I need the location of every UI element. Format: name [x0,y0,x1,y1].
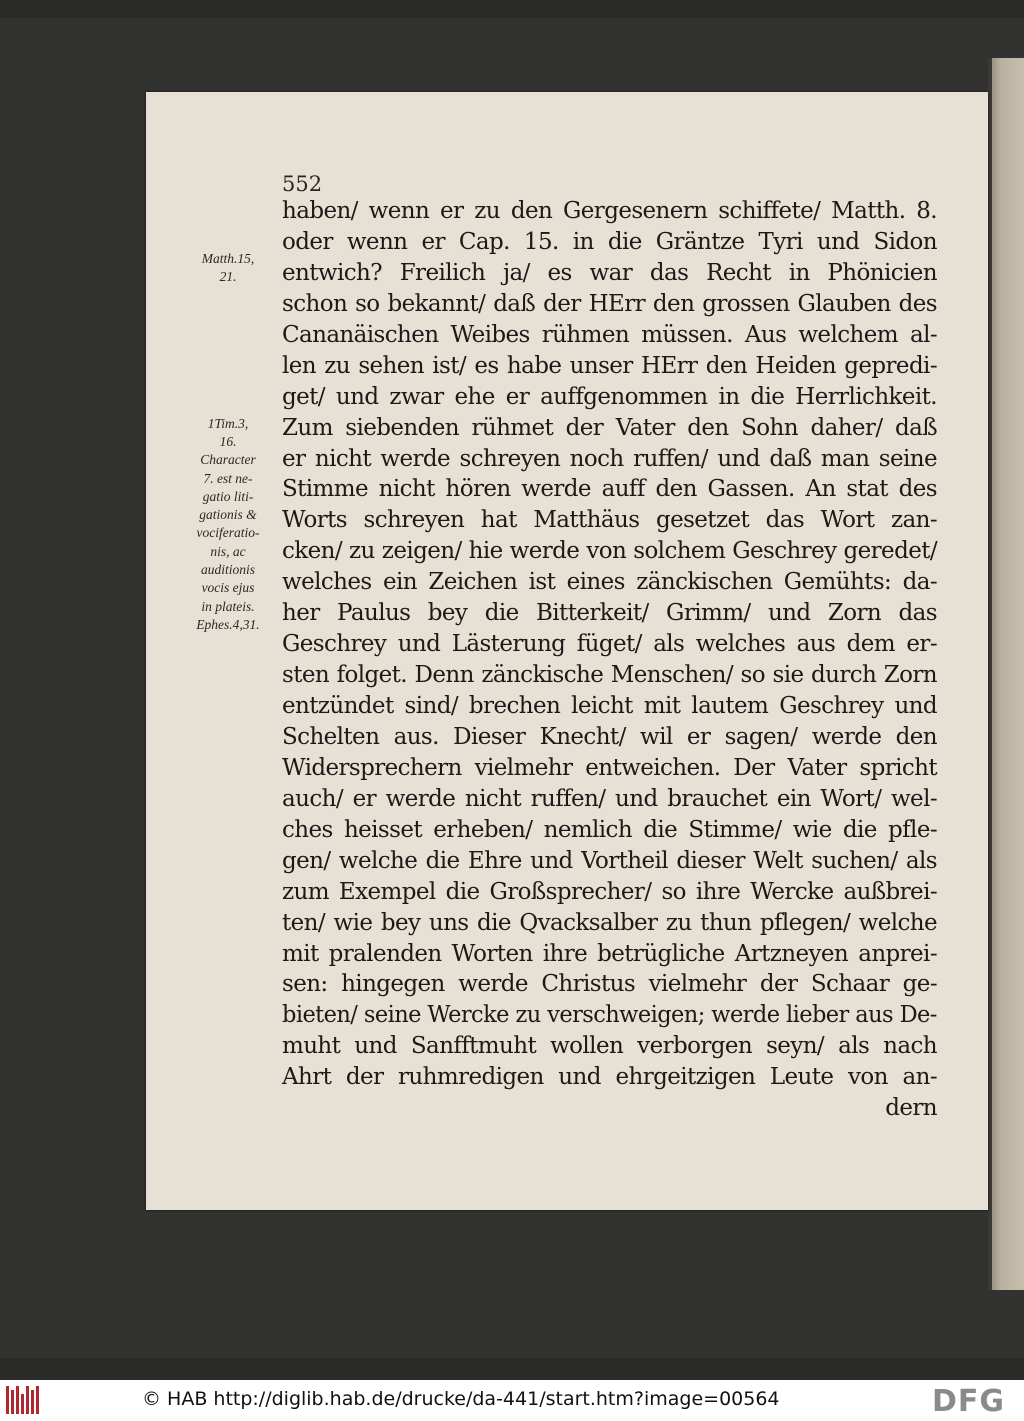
adjacent-page-edge [988,58,1024,1290]
margin-note-line: 1Tim.3, [207,415,249,431]
margin-note-line: vociferatio- [196,525,260,541]
margin-note-line: Ephes.4,31. [196,616,260,632]
text-line: ches heisset erheben/ nemlich die Stimme/ wie die pfle- [282,816,937,843]
margin-note-line: gationis & [199,507,257,523]
text-line: cken/ zu zeigen/ hie werde von solchem Geschrey geredet/ [282,538,937,565]
margin-note-line [178,378,278,396]
margin-note-line: vocis ejus [201,580,255,596]
margin-note-line [178,287,278,305]
text-line: gen/ welche die Ehre und Vortheil dieser Welt suchen/ als [282,847,937,874]
text-line: oder wenn er Cap. 15. in die Gräntze Tyri und Sidon [282,228,937,255]
text-line: muht und Sanfftmuht wollen verborgen seyn/ als nach [282,1033,937,1060]
text-line: entwich? Freilich ja/ es war das Recht in Phönicien [282,259,937,286]
margin-note-line: in plateis. [201,598,255,614]
margin-note-line: 7. est ne- [203,470,253,486]
margin-note-line [178,341,278,359]
margin-note-line: Matth.15, [201,251,255,266]
text-line: dern [885,1095,937,1122]
text-line: er nicht werde schreyen noch ruffen/ und daß man seine [282,445,937,472]
text-line: Zum siebenden rühmet der Vater den Sohn daher/ daß [282,414,937,441]
text-line: Stimme nicht hören werde auff den Gassen. An stat des [282,476,937,503]
margin-note-line: gatio liti- [202,488,254,504]
text-line: sten folget. Denn zänckische Menschen/ so sie durch Zorn [282,662,937,689]
text-line: Worts schreyen hat Matthäus gesetzet das Wort zan- [282,507,937,534]
margin-note-line: auditionis [200,562,255,578]
text-line: Schelten aus. Dieser Knecht/ wil er sagen/ werde den [282,723,937,750]
margin-note-line [178,360,278,378]
text-line: Widersprechern vielmehr entweichen. Der Vater spricht [282,754,937,781]
margin-note-line [178,396,278,414]
margin-note-line [178,305,278,323]
margin-note-line: Character [200,452,256,468]
body-text [282,196,937,1124]
copyright-link[interactable]: © HAB http://diglib.hab.de/drucke/da-441/start.htm?image=00564 [142,1388,780,1410]
text-line: bieten/ seine Wercke zu verschweigen; werde lieber aus De- [282,1002,937,1029]
text-line: auch/ er werde nicht ruffen/ und brauchet ein Wort/ wel- [282,785,937,812]
margin-note-line: 21. [219,269,237,285]
hab-barcode-logo-icon [6,1386,40,1414]
text-line: schon so bekannt/ daß der HErr den grossen Glauben des [282,290,937,317]
margin-note-line: 16. [219,433,237,449]
text-line: ten/ wie bey uns die Qvacksalber zu thun pflegen/ welche [282,909,937,936]
footer-bar [0,1380,1024,1421]
text-line: sen: hingegen werde Christus vielmehr der Schaar ge- [282,971,937,998]
text-line: her Paulus bey die Bitterkeit/ Grimm/ und Zorn das [282,600,937,627]
margin-note-line [178,323,278,341]
page-gutter [988,58,992,1290]
page-number: 552 [282,172,323,196]
text-line: haben/ wenn er zu den Gergesenern schiffete/ Matth. 8. [282,198,937,224]
text-line: entzündet sind/ brechen leicht mit lautem Geschrey und [282,693,937,719]
text-line: welches ein Zeichen ist eines zänckischen Gemühts: da- [282,569,937,596]
text-line: Cananäischen Weibes rühmen müssen. Aus welchem al- [282,321,937,348]
text-line: Geschrey und Lästerung füget/ als welches aus dem er- [282,631,937,658]
margin-note-line: nis, ac [210,543,246,559]
dfg-logo: DFG [932,1384,1006,1419]
text-line: get/ und zwar ehe er auffgenommen in die Herrlichkeit. [282,383,937,410]
text-line: Ahrt der ruhmredigen und ehrgeitzigen Leute von an- [282,1064,937,1091]
text-line: mit pralenden Worten ihre betrügliche Artzneyen anprei- [282,940,937,967]
text-line: zum Exempel die Großsprecher/ so ihre Wercke außbrei- [282,878,937,905]
text-line: len zu sehen ist/ es habe unser HErr den Heiden gepredi- [282,352,937,379]
margin-notes [178,250,278,634]
